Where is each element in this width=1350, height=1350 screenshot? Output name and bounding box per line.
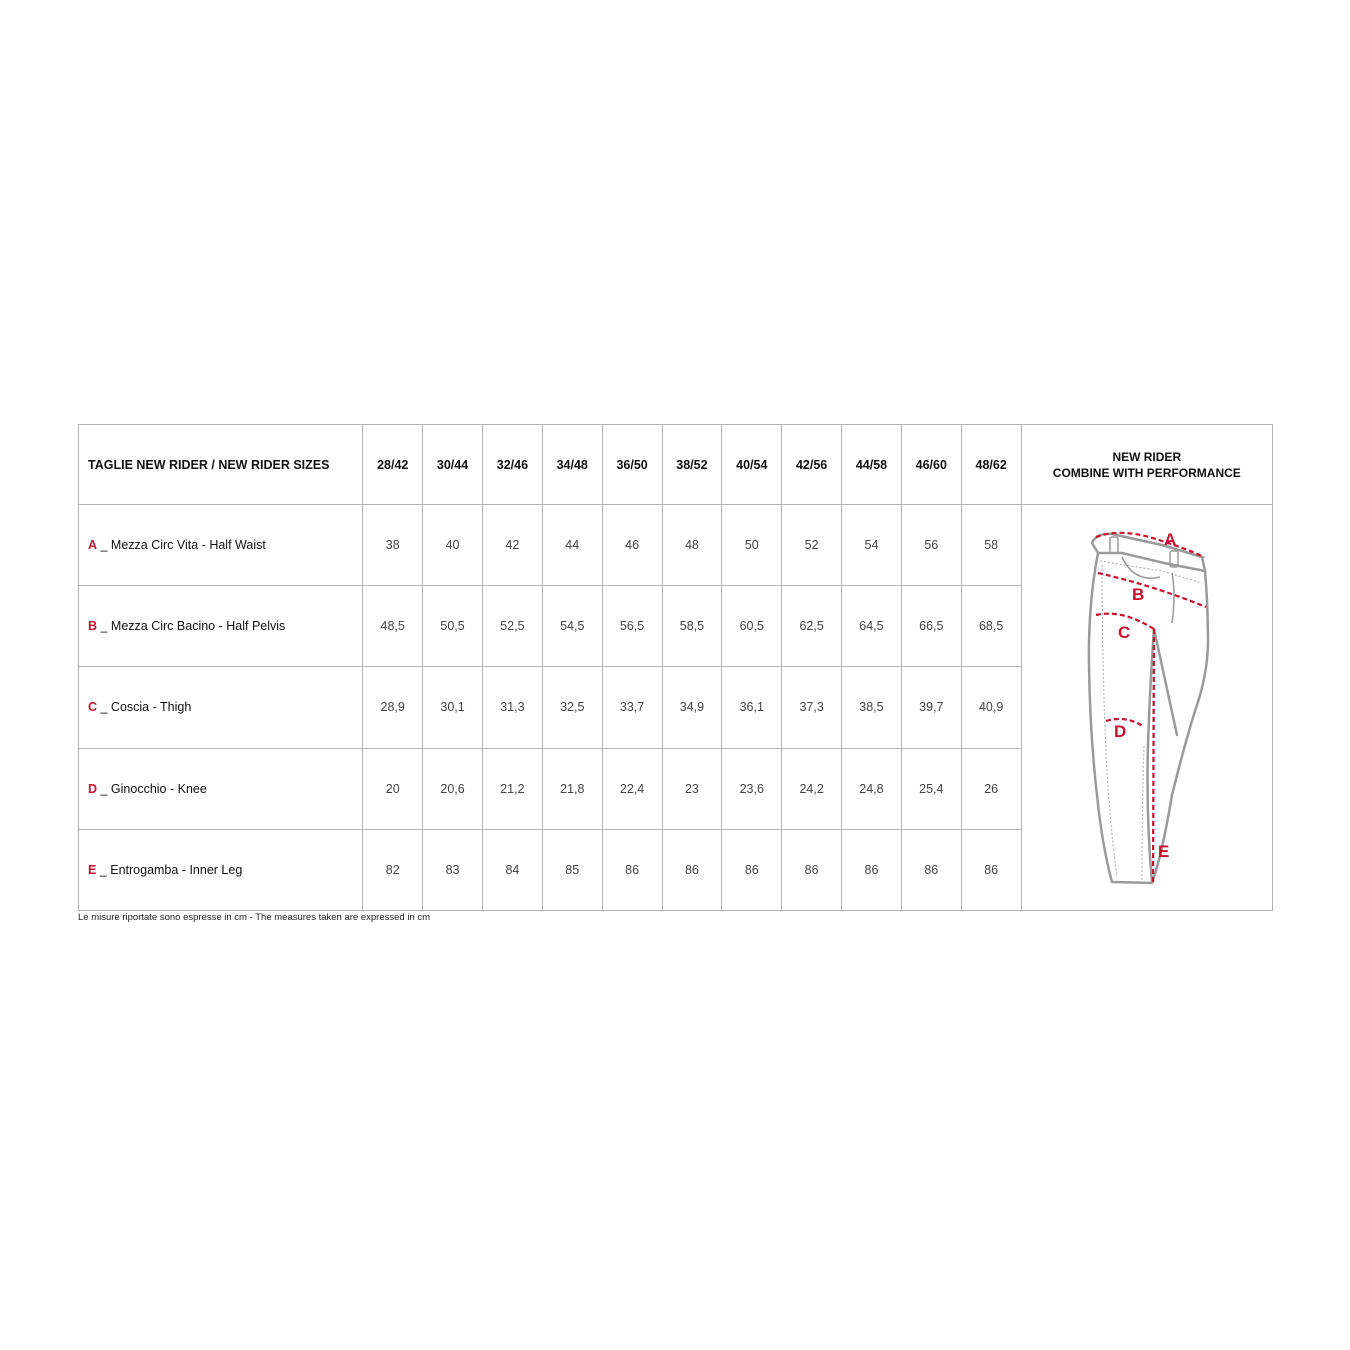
- table-cell: 38,5: [842, 667, 902, 748]
- table-cell: 39,7: [901, 667, 961, 748]
- table-cell: 38: [363, 505, 423, 586]
- table-cell: 62,5: [782, 586, 842, 667]
- size-header: 34/48: [542, 425, 602, 505]
- table-cell: 44: [542, 505, 602, 586]
- table-cell: 84: [482, 829, 542, 910]
- row-label: [79, 505, 363, 586]
- footnote: Le misure riportate sono espresse in cm - The measures taken are expressed in cm: [78, 912, 431, 923]
- figure-label-b: B: [1131, 585, 1144, 604]
- row-label: [79, 829, 363, 910]
- row-label-text: _ Coscia - Thigh: [97, 700, 192, 715]
- table-cell: 83: [423, 829, 483, 910]
- table-cell: 40,9: [961, 667, 1021, 748]
- table-cell: 52,5: [482, 586, 542, 667]
- table-cell: 24,8: [842, 748, 902, 829]
- figure-title-line1: NEW RIDER: [1112, 449, 1182, 464]
- row-letter: C: [88, 700, 98, 715]
- figure-label-e: E: [1157, 842, 1169, 861]
- table-cell: 60,5: [722, 586, 782, 667]
- table-row: [79, 505, 1273, 586]
- header-row: [79, 425, 1273, 505]
- trousers-measurement-figure: [1022, 505, 1273, 905]
- table-cell: 56,5: [602, 586, 662, 667]
- row-label-text: _ Mezza Circ Vita - Half Waist: [97, 538, 266, 553]
- table-cell: 66,5: [901, 586, 961, 667]
- table-cell: 21,8: [542, 748, 602, 829]
- size-header: 32/46: [482, 425, 542, 505]
- figure-title-line2: COMBINE WITH PERFORMANCE: [1052, 465, 1241, 480]
- table-cell: 56: [901, 505, 961, 586]
- figure-label-a: A: [1163, 530, 1176, 549]
- size-header: 28/42: [363, 425, 423, 505]
- table-cell: 40: [423, 505, 483, 586]
- size-header: 40/54: [722, 425, 782, 505]
- table-cell: 85: [542, 829, 602, 910]
- row-label: [79, 748, 363, 829]
- table-cell: 33,7: [602, 667, 662, 748]
- table-cell: 54: [842, 505, 902, 586]
- table-cell: 42: [482, 505, 542, 586]
- table-cell: 20: [363, 748, 423, 829]
- size-header: 30/44: [423, 425, 483, 505]
- row-letter: A: [88, 538, 98, 553]
- row-label: [79, 586, 363, 667]
- table-cell: 82: [363, 829, 423, 910]
- figure-cell: [1021, 505, 1272, 911]
- figure-label-c: C: [1117, 623, 1130, 642]
- table-cell: 26: [961, 748, 1021, 829]
- size-header: 36/50: [602, 425, 662, 505]
- table-cell: 64,5: [842, 586, 902, 667]
- table-cell: 54,5: [542, 586, 602, 667]
- table-cell: 36,1: [722, 667, 782, 748]
- table-cell: 50,5: [423, 586, 483, 667]
- table-cell: 86: [961, 829, 1021, 910]
- figure-title: [1021, 425, 1272, 505]
- table-cell: 21,2: [482, 748, 542, 829]
- table-cell: 46: [602, 505, 662, 586]
- row-label-text: _ Mezza Circ Bacino - Half Pelvis: [97, 619, 286, 634]
- row-label-text: _ Entrogamba - Inner Leg: [96, 862, 243, 877]
- table-cell: 86: [602, 829, 662, 910]
- table-cell: 48: [662, 505, 722, 586]
- table-header-label: TAGLIE NEW RIDER / NEW RIDER SIZES: [79, 425, 363, 505]
- table-cell: 86: [901, 829, 961, 910]
- table-cell: 58,5: [662, 586, 722, 667]
- table-cell: 86: [722, 829, 782, 910]
- table-cell: 37,3: [782, 667, 842, 748]
- table-cell: 32,5: [542, 667, 602, 748]
- row-letter: B: [88, 619, 98, 634]
- row-letter: D: [88, 781, 98, 796]
- table-cell: 31,3: [482, 667, 542, 748]
- size-header: 48/62: [961, 425, 1021, 505]
- table-cell: 23,6: [722, 748, 782, 829]
- row-letter: E: [88, 862, 97, 877]
- size-header: 42/56: [782, 425, 842, 505]
- table-cell: 58: [961, 505, 1021, 586]
- table-cell: 34,9: [662, 667, 722, 748]
- table-cell: 48,5: [363, 586, 423, 667]
- row-label: [79, 667, 363, 748]
- table-cell: 28,9: [363, 667, 423, 748]
- size-header: 38/52: [662, 425, 722, 505]
- table-cell: 23: [662, 748, 722, 829]
- row-label-text: _ Ginocchio - Knee: [97, 781, 207, 796]
- table-cell: 30,1: [423, 667, 483, 748]
- table-cell: 22,4: [602, 748, 662, 829]
- table-cell: 20,6: [423, 748, 483, 829]
- size-header: 44/58: [842, 425, 902, 505]
- size-chart-table: [78, 424, 1273, 911]
- table-cell: 25,4: [901, 748, 961, 829]
- table-cell: 86: [782, 829, 842, 910]
- table-cell: 50: [722, 505, 782, 586]
- figure-label-d: D: [1113, 722, 1126, 741]
- table-cell: 52: [782, 505, 842, 586]
- size-header: 46/60: [901, 425, 961, 505]
- table-cell: 68,5: [961, 586, 1021, 667]
- table-cell: 86: [842, 829, 902, 910]
- table-cell: 86: [662, 829, 722, 910]
- table-cell: 24,2: [782, 748, 842, 829]
